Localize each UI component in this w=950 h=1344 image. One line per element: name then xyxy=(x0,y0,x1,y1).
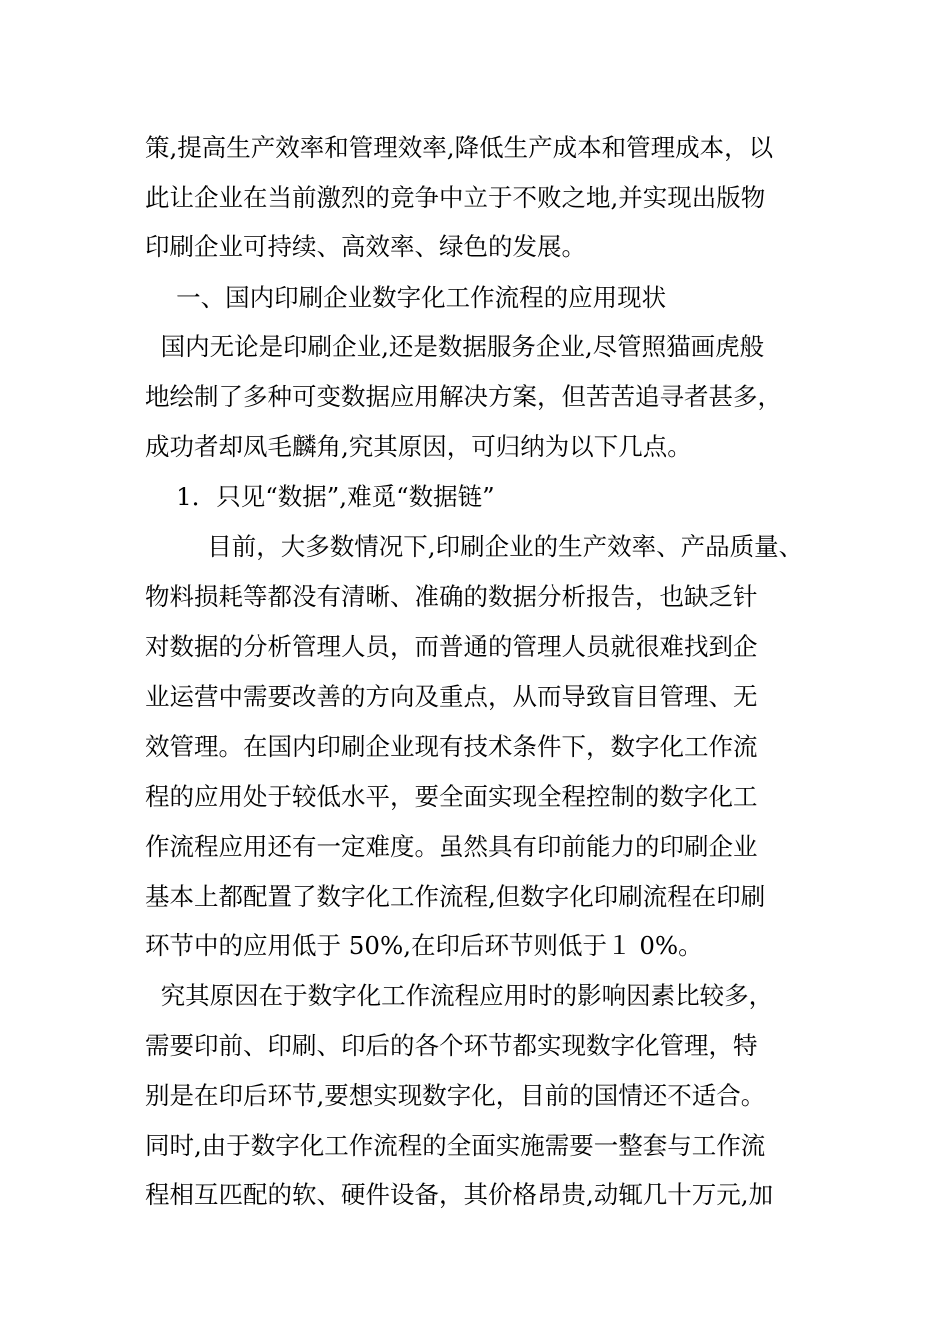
text-line: 作流程应用还有一定难度。虽然具有印前能力的印刷企业 xyxy=(145,832,758,861)
subsection-heading: 1．只见“数据”,难觅“数据链” xyxy=(145,482,495,511)
text-line: 成功者却凤毛麟角,究其原因，可归纳为以下几点。 xyxy=(145,432,692,461)
text-line: 目前，大多数情况下,印刷企业的生产效率、产品质量、 xyxy=(145,532,804,561)
text-line: 地绘制了多种可变数据应用解决方案，但苦苦追寻者甚多， xyxy=(145,382,782,411)
text-line: 业运营中需要改善的方向及重点，从而导致盲目管理、无 xyxy=(145,682,758,711)
text-line: 此让企业在当前激烈的竞争中立于不败之地,并实现出版物 xyxy=(145,183,766,212)
text-line: 基本上都配置了数字化工作流程,但数字化印刷流程在印刷 xyxy=(145,882,766,911)
text-line: 需要印前、印刷、印后的各个环节都实现数字化管理，特 xyxy=(145,1031,758,1060)
text-line: 效管理。在国内印刷企业现有技术条件下，数字化工作流 xyxy=(145,732,758,761)
text-line: 程的应用处于较低水平，要全面实现全程控制的数字化工 xyxy=(145,782,758,811)
text-line: 环节中的应用低于 50%,在印后环节则低于１ 0%。 xyxy=(145,931,703,960)
text-line: 国内无论是印刷企业,还是数据服务企业,尽管照猫画虎般 xyxy=(145,332,765,361)
text-line: 同时,由于数字化工作流程的全面实施需要一整套与工作流 xyxy=(145,1131,766,1160)
text-line: 究其原因在于数字化工作流程应用时的影响因素比较多， xyxy=(145,981,774,1010)
text-line: 别是在印后环节,要想实现数字化，目前的国情还不适合。 xyxy=(145,1081,766,1110)
text-line: 印刷企业可持续、高效率、绿色的发展。 xyxy=(145,232,586,261)
text-line: 策,提高生产效率和管理效率,降低生产成本和管理成本，以 xyxy=(145,133,774,162)
text-line: 对数据的分析管理人员，而普通的管理人员就很难找到企 xyxy=(145,632,758,661)
section-heading: 一、国内印刷企业数字化工作流程的应用现状 xyxy=(145,283,667,312)
text-line: 程相互匹配的软、硬件设备，其价格昂贵,动辄几十万元,加 xyxy=(145,1180,774,1209)
text-line: 物料损耗等都没有清晰、准确的数据分析报告，也缺乏针 xyxy=(145,582,758,611)
